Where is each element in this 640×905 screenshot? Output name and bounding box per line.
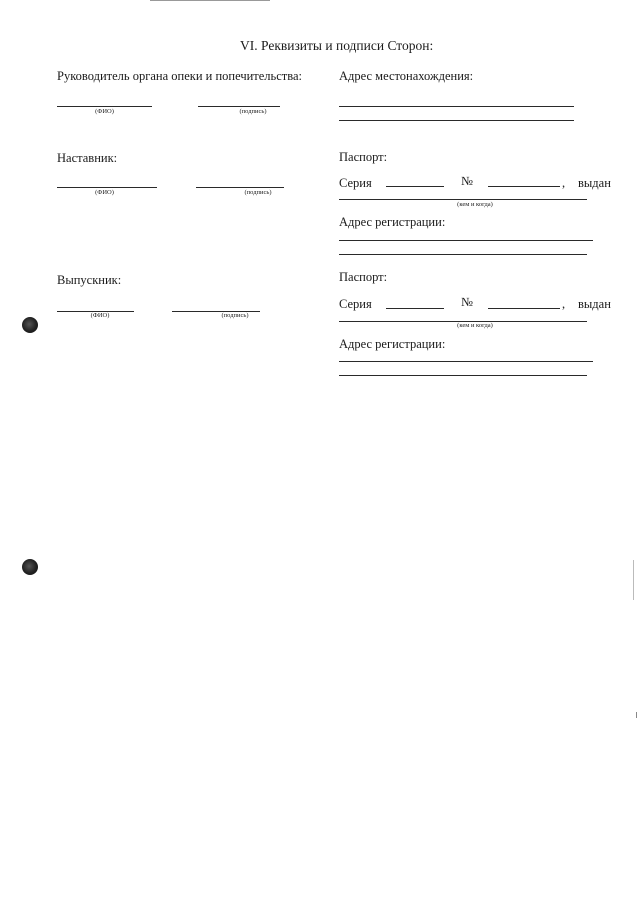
passport2-series-label: Серия — [339, 297, 372, 311]
passport1-series-line[interactable] — [386, 186, 444, 187]
passport2-registration-line-2[interactable] — [339, 375, 587, 376]
guardian-label: Руководитель органа опеки и попечительства: — [57, 69, 303, 83]
passport2-number-sign: № — [461, 295, 473, 309]
passport1-registration-label: Адрес регистрации: — [339, 215, 446, 229]
scan-edge-mark-right-1 — [633, 560, 634, 600]
passport2-registration-label: Адрес регистрации: — [339, 337, 446, 351]
passport2-comma: , — [562, 297, 566, 311]
graduate-signature-caption: (подпись) — [221, 312, 249, 319]
address-line-2[interactable] — [339, 120, 574, 121]
passport2-number-line[interactable] — [488, 308, 560, 309]
passport1-registration-line-1[interactable] — [339, 240, 593, 241]
passport1-series-label: Серия — [339, 176, 372, 190]
guardian-signature-line[interactable] — [198, 106, 280, 107]
passport1-issued-line[interactable] — [339, 199, 587, 200]
passport1-label: Паспорт: — [339, 150, 388, 164]
scan-edge-mark-top — [150, 0, 270, 1]
mentor-fio-caption: (ФИО) — [95, 189, 114, 196]
address-line-1[interactable] — [339, 106, 574, 107]
punch-hole-top — [22, 317, 38, 333]
page-title: VI. Реквизиты и подписи Сторон: — [240, 38, 434, 53]
passport1-registration-line-2[interactable] — [339, 254, 587, 255]
mentor-fio-line[interactable] — [57, 187, 157, 188]
scan-edge-mark-right-2 — [636, 712, 637, 718]
mentor-signature-line[interactable] — [196, 187, 284, 188]
mentor-label: Наставник: — [57, 151, 118, 165]
passport1-number-line[interactable] — [488, 186, 560, 187]
passport2-label: Паспорт: — [339, 270, 388, 284]
guardian-fio-caption: (ФИО) — [95, 108, 114, 115]
mentor-signature-caption: (подпись) — [244, 189, 272, 196]
passport2-issued-caption: (кем и когда) — [457, 322, 493, 329]
passport1-issued-caption: (кем и когда) — [457, 201, 493, 208]
address-label: Адрес местонахождения: — [339, 69, 474, 83]
passport1-issued-label: выдан — [578, 176, 611, 190]
passport2-registration-line-1[interactable] — [339, 361, 593, 362]
passport2-series-line[interactable] — [386, 308, 444, 309]
punch-hole-bottom — [22, 559, 38, 575]
guardian-signature-caption: (подпись) — [239, 108, 267, 115]
passport1-comma: , — [562, 176, 566, 190]
guardian-fio-line[interactable] — [57, 106, 152, 107]
graduate-label: Выпускник: — [57, 273, 122, 287]
passport1-number-sign: № — [461, 174, 473, 188]
passport2-issued-label: выдан — [578, 297, 611, 311]
graduate-fio-caption: (ФИО) — [90, 312, 110, 319]
